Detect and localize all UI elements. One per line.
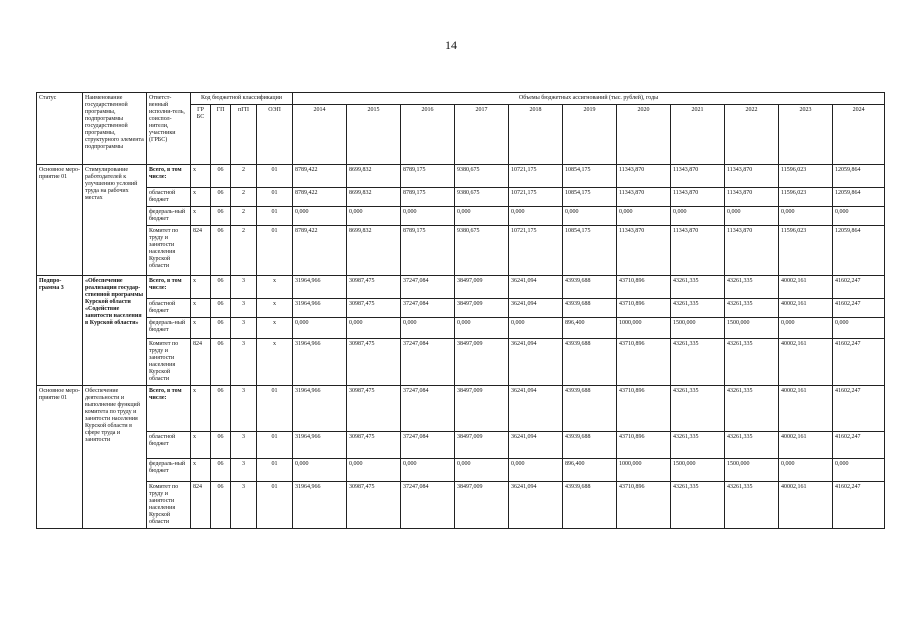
table-row bbox=[37, 482, 885, 529]
value-cell: 8699,832 bbox=[347, 165, 401, 188]
row-executor-cell: областной бюджет bbox=[147, 432, 191, 459]
value-cell: 0,000 bbox=[293, 459, 347, 482]
code-gp-cell: 06 bbox=[211, 318, 231, 339]
value-cell: 36241,094 bbox=[509, 276, 563, 299]
value-cell: 9380,675 bbox=[455, 188, 509, 207]
code-pgp-cell: 3 bbox=[231, 459, 257, 482]
value-cell: 10721,175 bbox=[509, 188, 563, 207]
value-cell: 36241,094 bbox=[509, 299, 563, 318]
value-cell: 31964,966 bbox=[293, 299, 347, 318]
value-cell: 43261,335 bbox=[725, 339, 779, 386]
value-cell: 0,000 bbox=[455, 318, 509, 339]
header-code-group: Код бюджетной классификации bbox=[191, 93, 293, 105]
code-pgp-cell: 3 bbox=[231, 276, 257, 299]
value-cell: 1500,000 bbox=[671, 318, 725, 339]
value-cell: 43939,688 bbox=[563, 339, 617, 386]
table-row bbox=[37, 165, 885, 188]
code-oep-cell: 01 bbox=[257, 432, 293, 459]
header-year: 2022 bbox=[725, 105, 779, 165]
value-cell: 12059,864 bbox=[833, 226, 885, 276]
value-cell: 11343,870 bbox=[671, 226, 725, 276]
code-gp-cell: 06 bbox=[211, 276, 231, 299]
value-cell: 8699,832 bbox=[347, 188, 401, 207]
value-cell: 1000,000 bbox=[617, 318, 671, 339]
value-cell: 37247,084 bbox=[401, 299, 455, 318]
header-year: 2023 bbox=[779, 105, 833, 165]
code-grbs-cell: х bbox=[191, 207, 211, 226]
value-cell: 0,000 bbox=[833, 207, 885, 226]
row-executor-cell: Комитет по труду и занятости населения Курской области bbox=[147, 226, 191, 276]
table-row bbox=[37, 299, 885, 318]
value-cell: 31964,966 bbox=[293, 339, 347, 386]
value-cell: 43261,335 bbox=[725, 276, 779, 299]
value-cell: 30987,475 bbox=[347, 432, 401, 459]
value-cell: 43261,335 bbox=[725, 299, 779, 318]
value-cell: 38497,009 bbox=[455, 482, 509, 529]
value-cell: 37247,084 bbox=[401, 276, 455, 299]
table-row bbox=[37, 276, 885, 299]
value-cell: 43710,896 bbox=[617, 432, 671, 459]
value-cell: 40002,161 bbox=[779, 432, 833, 459]
value-cell: 41602,247 bbox=[833, 482, 885, 529]
value-cell: 11343,870 bbox=[671, 165, 725, 188]
budget-table-body bbox=[37, 93, 885, 529]
row-name-cell: Обеспечение деятельности и выполнение функций комитета по труду и занятости населения Курской области в сфере труда и занятости bbox=[83, 386, 147, 529]
code-oep-cell: 01 bbox=[257, 207, 293, 226]
code-gp-cell: 06 bbox=[211, 226, 231, 276]
value-cell: 896,400 bbox=[563, 459, 617, 482]
value-cell: 43939,688 bbox=[563, 276, 617, 299]
value-cell: 0,000 bbox=[509, 318, 563, 339]
row-executor-cell: Всего, в том числе: bbox=[147, 386, 191, 432]
table-row bbox=[37, 188, 885, 207]
code-oep-cell: 01 bbox=[257, 459, 293, 482]
value-cell: 0,000 bbox=[293, 318, 347, 339]
value-cell: 9380,675 bbox=[455, 165, 509, 188]
value-cell: 37247,084 bbox=[401, 432, 455, 459]
value-cell: 8789,175 bbox=[401, 226, 455, 276]
value-cell: 11596,023 bbox=[779, 226, 833, 276]
code-pgp-cell: 3 bbox=[231, 339, 257, 386]
row-executor-cell: федераль-ный бюджет bbox=[147, 207, 191, 226]
value-cell: 41602,247 bbox=[833, 276, 885, 299]
value-cell: 43939,688 bbox=[563, 299, 617, 318]
value-cell: 8789,422 bbox=[293, 188, 347, 207]
value-cell: 11343,870 bbox=[725, 188, 779, 207]
code-oep-cell: 01 bbox=[257, 165, 293, 188]
value-cell: 10721,175 bbox=[509, 165, 563, 188]
value-cell: 30987,475 bbox=[347, 299, 401, 318]
code-grbs-cell: х bbox=[191, 432, 211, 459]
header-row-top bbox=[37, 93, 885, 105]
value-cell: 10854,175 bbox=[563, 165, 617, 188]
code-gp-cell: 06 bbox=[211, 299, 231, 318]
code-pgp-cell: 2 bbox=[231, 207, 257, 226]
header-code-oep: ОЭП bbox=[257, 105, 293, 165]
header-year: 2021 bbox=[671, 105, 725, 165]
code-oep-cell: 01 bbox=[257, 482, 293, 529]
table-row bbox=[37, 459, 885, 482]
value-cell: 0,000 bbox=[779, 318, 833, 339]
table-row bbox=[37, 432, 885, 459]
header-name: Наименование государственной программы, подпрограммы государственной программы, структурного элемента подпрограммы bbox=[83, 93, 147, 165]
value-cell: 41602,247 bbox=[833, 299, 885, 318]
value-cell: 41602,247 bbox=[833, 432, 885, 459]
value-cell: 0,000 bbox=[347, 207, 401, 226]
table-row bbox=[37, 207, 885, 226]
value-cell: 43710,896 bbox=[617, 299, 671, 318]
row-executor-cell: областной бюджет bbox=[147, 188, 191, 207]
value-cell: 43261,335 bbox=[671, 276, 725, 299]
value-cell: 40002,161 bbox=[779, 482, 833, 529]
value-cell: 43261,335 bbox=[671, 482, 725, 529]
value-cell: 43710,896 bbox=[617, 482, 671, 529]
code-grbs-cell: х bbox=[191, 299, 211, 318]
table-row bbox=[37, 318, 885, 339]
value-cell: 43710,896 bbox=[617, 386, 671, 432]
value-cell: 0,000 bbox=[509, 459, 563, 482]
value-cell: 40002,161 bbox=[779, 339, 833, 386]
value-cell: 31964,966 bbox=[293, 432, 347, 459]
value-cell: 8789,175 bbox=[401, 165, 455, 188]
value-cell: 11343,870 bbox=[617, 165, 671, 188]
value-cell: 1500,000 bbox=[725, 318, 779, 339]
value-cell: 43261,335 bbox=[725, 432, 779, 459]
value-cell: 0,000 bbox=[455, 459, 509, 482]
value-cell: 43261,335 bbox=[671, 339, 725, 386]
code-pgp-cell: 3 bbox=[231, 386, 257, 432]
header-year: 2019 bbox=[563, 105, 617, 165]
row-executor-cell: федераль-ный бюджет bbox=[147, 459, 191, 482]
value-cell: 40002,161 bbox=[779, 276, 833, 299]
code-pgp-cell: 2 bbox=[231, 226, 257, 276]
code-pgp-cell: 3 bbox=[231, 432, 257, 459]
value-cell: 38497,009 bbox=[455, 276, 509, 299]
value-cell: 36241,094 bbox=[509, 339, 563, 386]
code-gp-cell: 06 bbox=[211, 339, 231, 386]
header-year: 2016 bbox=[401, 105, 455, 165]
code-oep-cell: х bbox=[257, 339, 293, 386]
value-cell: 8789,422 bbox=[293, 226, 347, 276]
row-executor-cell: Комитет по труду и занятости населения Курской области bbox=[147, 482, 191, 529]
header-year: 2018 bbox=[509, 105, 563, 165]
code-grbs-cell: х bbox=[191, 188, 211, 207]
row-name-cell: «Обеспечение реализации государ-ственной программы Курской области «Содействие занятости населения в Курской области» bbox=[83, 276, 147, 386]
value-cell: 43261,335 bbox=[725, 386, 779, 432]
header-year: 2015 bbox=[347, 105, 401, 165]
value-cell: 43261,335 bbox=[671, 386, 725, 432]
header-year: 2014 bbox=[293, 105, 347, 165]
value-cell: 0,000 bbox=[401, 318, 455, 339]
row-executor-cell: Всего, в том числе: bbox=[147, 165, 191, 188]
value-cell: 40002,161 bbox=[779, 386, 833, 432]
value-cell: 30987,475 bbox=[347, 482, 401, 529]
value-cell: 37247,084 bbox=[401, 386, 455, 432]
value-cell: 37247,084 bbox=[401, 482, 455, 529]
value-cell: 11343,870 bbox=[671, 188, 725, 207]
value-cell: 43261,335 bbox=[671, 299, 725, 318]
value-cell: 31964,966 bbox=[293, 276, 347, 299]
value-cell: 11596,023 bbox=[779, 165, 833, 188]
row-name-cell: Стимулирование работодателей к улучшению условий труда на рабочих местах bbox=[83, 165, 147, 276]
value-cell: 0,000 bbox=[833, 459, 885, 482]
table-row bbox=[37, 339, 885, 386]
value-cell: 30987,475 bbox=[347, 339, 401, 386]
value-cell: 38497,009 bbox=[455, 339, 509, 386]
table-row bbox=[37, 386, 885, 432]
value-cell: 41602,247 bbox=[833, 339, 885, 386]
value-cell: 10721,175 bbox=[509, 226, 563, 276]
value-cell: 1000,000 bbox=[617, 459, 671, 482]
value-cell: 36241,094 bbox=[509, 432, 563, 459]
code-oep-cell: 01 bbox=[257, 386, 293, 432]
value-cell: 38497,009 bbox=[455, 432, 509, 459]
value-cell: 896,400 bbox=[563, 318, 617, 339]
code-grbs-cell: х bbox=[191, 276, 211, 299]
budget-table bbox=[36, 92, 885, 529]
value-cell: 38497,009 bbox=[455, 386, 509, 432]
value-cell: 8789,175 bbox=[401, 188, 455, 207]
table-row bbox=[37, 226, 885, 276]
value-cell: 11343,870 bbox=[725, 165, 779, 188]
code-oep-cell: х bbox=[257, 276, 293, 299]
value-cell: 43710,896 bbox=[617, 276, 671, 299]
page-number: 14 bbox=[445, 38, 457, 52]
code-oep-cell: 01 bbox=[257, 188, 293, 207]
code-gp-cell: 06 bbox=[211, 459, 231, 482]
value-cell: 9380,675 bbox=[455, 226, 509, 276]
value-cell: 0,000 bbox=[455, 207, 509, 226]
value-cell: 43261,335 bbox=[725, 482, 779, 529]
code-pgp-cell: 2 bbox=[231, 188, 257, 207]
value-cell: 0,000 bbox=[347, 318, 401, 339]
value-cell: 43939,688 bbox=[563, 386, 617, 432]
value-cell: 0,000 bbox=[563, 207, 617, 226]
code-gp-cell: 06 bbox=[211, 165, 231, 188]
value-cell: 11343,870 bbox=[725, 226, 779, 276]
code-grbs-cell: 824 bbox=[191, 226, 211, 276]
code-pgp-cell: 3 bbox=[231, 299, 257, 318]
value-cell: 1500,000 bbox=[671, 459, 725, 482]
value-cell: 0,000 bbox=[671, 207, 725, 226]
code-pgp-cell: 2 bbox=[231, 165, 257, 188]
header-code-pgp: пГП bbox=[231, 105, 257, 165]
code-grbs-cell: х bbox=[191, 318, 211, 339]
header-code-gp: ГП bbox=[211, 105, 231, 165]
code-grbs-cell: х bbox=[191, 386, 211, 432]
value-cell: 31964,966 bbox=[293, 386, 347, 432]
code-grbs-cell: х bbox=[191, 165, 211, 188]
header-volumes: Объемы бюджетных ассигнований (тыс. рублей), годы bbox=[293, 93, 885, 105]
value-cell: 37247,084 bbox=[401, 339, 455, 386]
value-cell: 36241,094 bbox=[509, 386, 563, 432]
row-executor-cell: Всего, в том числе: bbox=[147, 276, 191, 299]
value-cell: 30987,475 bbox=[347, 386, 401, 432]
code-pgp-cell: 3 bbox=[231, 482, 257, 529]
row-executor-cell: Комитет по труду и занятости населения Курской области bbox=[147, 339, 191, 386]
value-cell: 11596,023 bbox=[779, 188, 833, 207]
value-cell: 8699,832 bbox=[347, 226, 401, 276]
row-status-cell: Основное меро-приятие 01 bbox=[37, 386, 83, 529]
value-cell: 0,000 bbox=[779, 459, 833, 482]
code-gp-cell: 06 bbox=[211, 207, 231, 226]
value-cell: 0,000 bbox=[401, 459, 455, 482]
value-cell: 12059,864 bbox=[833, 188, 885, 207]
value-cell: 43261,335 bbox=[671, 432, 725, 459]
header-year: 2024 bbox=[833, 105, 885, 165]
header-year: 2017 bbox=[455, 105, 509, 165]
value-cell: 8789,422 bbox=[293, 165, 347, 188]
value-cell: 11343,870 bbox=[617, 188, 671, 207]
value-cell: 12059,864 bbox=[833, 165, 885, 188]
value-cell: 41602,247 bbox=[833, 386, 885, 432]
value-cell: 0,000 bbox=[347, 459, 401, 482]
value-cell: 11343,870 bbox=[617, 226, 671, 276]
value-cell: 36241,094 bbox=[509, 482, 563, 529]
code-gp-cell: 06 bbox=[211, 432, 231, 459]
code-gp-cell: 06 bbox=[211, 188, 231, 207]
value-cell: 10854,175 bbox=[563, 188, 617, 207]
value-cell: 43939,688 bbox=[563, 432, 617, 459]
value-cell: 0,000 bbox=[617, 207, 671, 226]
value-cell: 0,000 bbox=[509, 207, 563, 226]
value-cell: 43710,896 bbox=[617, 339, 671, 386]
row-executor-cell: областной бюджет bbox=[147, 299, 191, 318]
header-year: 2020 bbox=[617, 105, 671, 165]
value-cell: 40002,161 bbox=[779, 299, 833, 318]
value-cell: 38497,009 bbox=[455, 299, 509, 318]
code-grbs-cell: 824 bbox=[191, 482, 211, 529]
code-oep-cell: х bbox=[257, 318, 293, 339]
value-cell: 0,000 bbox=[833, 318, 885, 339]
code-oep-cell: х bbox=[257, 299, 293, 318]
header-executor: Ответст-венный исполни-тель, соиспол-нители, участники (ГРБС) bbox=[147, 93, 191, 165]
value-cell: 0,000 bbox=[725, 207, 779, 226]
value-cell: 0,000 bbox=[779, 207, 833, 226]
header-code-grbs: ГР БС bbox=[191, 105, 211, 165]
row-executor-cell: федераль-ный бюджет bbox=[147, 318, 191, 339]
code-pgp-cell: 3 bbox=[231, 318, 257, 339]
code-gp-cell: 06 bbox=[211, 482, 231, 529]
code-oep-cell: 01 bbox=[257, 226, 293, 276]
value-cell: 1500,000 bbox=[725, 459, 779, 482]
code-grbs-cell: х bbox=[191, 459, 211, 482]
value-cell: 31964,966 bbox=[293, 482, 347, 529]
value-cell: 0,000 bbox=[401, 207, 455, 226]
row-status-cell: Основное меро-приятие 01 bbox=[37, 165, 83, 276]
header-status: Статус bbox=[37, 93, 83, 165]
value-cell: 10854,175 bbox=[563, 226, 617, 276]
row-status-cell: Подпро-грамма 3 bbox=[37, 276, 83, 386]
value-cell: 43939,688 bbox=[563, 482, 617, 529]
value-cell: 30987,475 bbox=[347, 276, 401, 299]
code-gp-cell: 06 bbox=[211, 386, 231, 432]
code-grbs-cell: 824 bbox=[191, 339, 211, 386]
value-cell: 0,000 bbox=[293, 207, 347, 226]
